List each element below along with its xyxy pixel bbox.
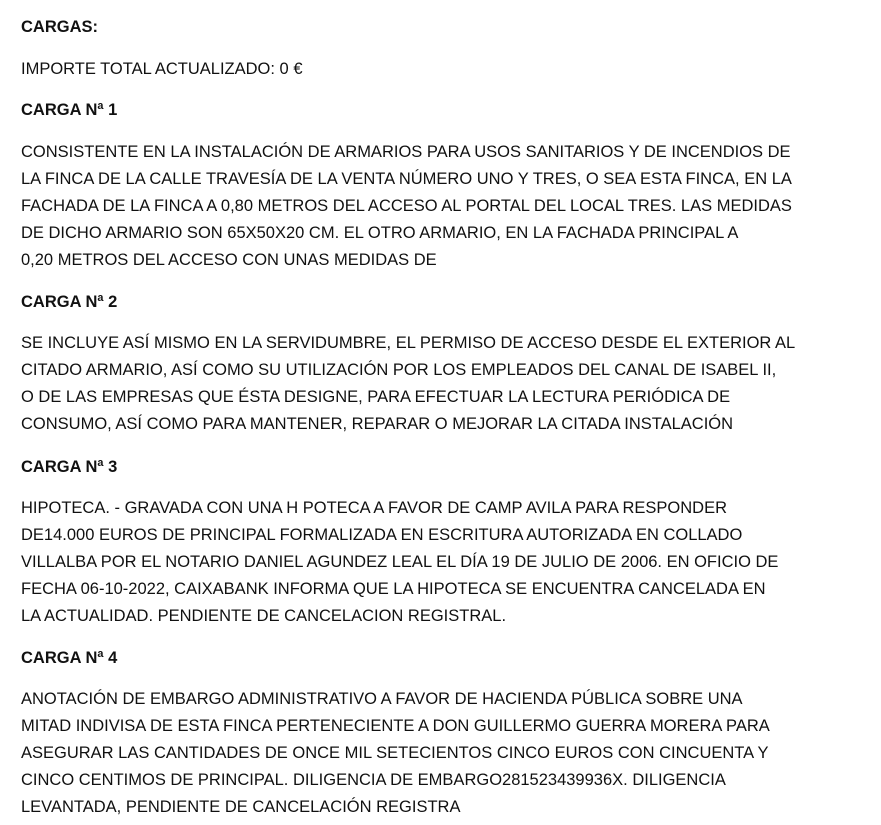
charge-4-line: ANOTACIÓN DE EMBARGO ADMINISTRATIVO A FAVOR DE HACIENDA PÚBLICA SOBRE UNA: [21, 690, 743, 708]
charge-1-line: CONSISTENTE EN LA INSTALACIÓN DE ARMARIOS PARA USOS SANITARIOS Y DE INCENDIOS DE: [21, 143, 791, 161]
charge-3-line: HIPOTECA. - GRAVADA CON UNA H POTECA A FAVOR DE CAMP AVILA PARA RESPONDER: [21, 499, 728, 517]
charge-1-line: 0,20 METROS DEL ACCESO CON UNAS MEDIDAS DE: [21, 251, 437, 269]
charge-2-line: CITADO ARMARIO, ASÍ COMO SU UTILIZACIÓN POR LOS EMPLEADOS DEL CANAL DE ISABEL II,: [21, 361, 777, 379]
charge-2-line: O DE LAS EMPRESAS QUE ÉSTA DESIGNE, PARA EFECTUAR LA LECTURA PERIÓDICA DE: [21, 388, 731, 406]
charge-2-line: SE INCLUYE ASÍ MISMO EN LA SERVIDUMBRE, EL PERMISO DE ACCESO DESDE EL EXTERIOR AL: [21, 334, 796, 352]
charge-1-line: FACHADA DE LA FINCA A 0,80 METROS DEL ACCESO AL PORTAL DEL LOCAL TRES. LAS MEDIDAS: [21, 197, 792, 215]
charge-3-line: LA ACTUALIDAD. PENDIENTE DE CANCELACION REGISTRAL.: [21, 607, 507, 625]
charge-2-body: [21, 330, 795, 438]
charge-1-line: DE DICHO ARMARIO SON 65X50X20 CM. EL OTRO ARMARIO, EN LA FACHADA PRINCIPAL A: [21, 224, 739, 242]
charge-2-line: CONSUMO, ASÍ COMO PARA MANTENER, REPARAR O MEJORAR LA CITADA INSTALACIÓN: [21, 415, 734, 433]
charge-1-heading: CARGA Nª 1: [21, 101, 118, 119]
charge-4-line: MITAD INDIVISA DE ESTA FINCA PERTENECIENTE A DON GUILLERMO GUERRA MORERA PARA: [21, 717, 770, 735]
charge-1-line: LA FINCA DE LA CALLE TRAVESÍA DE LA VENTA NÚMERO UNO Y TRES, O SEA ESTA FINCA, EN LA: [21, 170, 792, 188]
charge-4-body: [21, 686, 770, 821]
charge-3-body: [21, 495, 778, 630]
charge-4-line: LEVANTADA, PENDIENTE DE CANCELACIÓN REGISTRA: [21, 798, 461, 816]
charge-4-heading: CARGA Nª 4: [21, 649, 118, 667]
charge-1-body: [21, 139, 792, 274]
total-amount: IMPORTE TOTAL ACTUALIZADO: 0 €: [21, 60, 303, 78]
charge-4-line: CINCO CENTIMOS DE PRINCIPAL. DILIGENCIA DE EMBARGO281523439936X. DILIGENCIA: [21, 771, 726, 789]
charge-3-line: FECHA 06-10-2022, CAIXABANK INFORMA QUE LA HIPOTECA SE ENCUENTRA CANCELADA EN: [21, 580, 766, 598]
charge-3-line: VILLALBA POR EL NOTARIO DANIEL AGUNDEZ LEAL EL DÍA 19 DE JULIO DE 2006. EN OFICIO DE: [21, 553, 779, 571]
charge-3-heading: CARGA Nª 3: [21, 458, 118, 476]
charge-4-line: ASEGURAR LAS CANTIDADES DE ONCE MIL SETECIENTOS CINCO EUROS CON CINCUENTA Y: [21, 744, 769, 762]
document-title: CARGAS:: [21, 18, 98, 36]
charge-2-heading: CARGA Nª 2: [21, 293, 118, 311]
charge-3-line: DE14.000 EUROS DE PRINCIPAL FORMALIZADA EN ESCRITURA AUTORIZADA EN COLLADO: [21, 526, 743, 544]
